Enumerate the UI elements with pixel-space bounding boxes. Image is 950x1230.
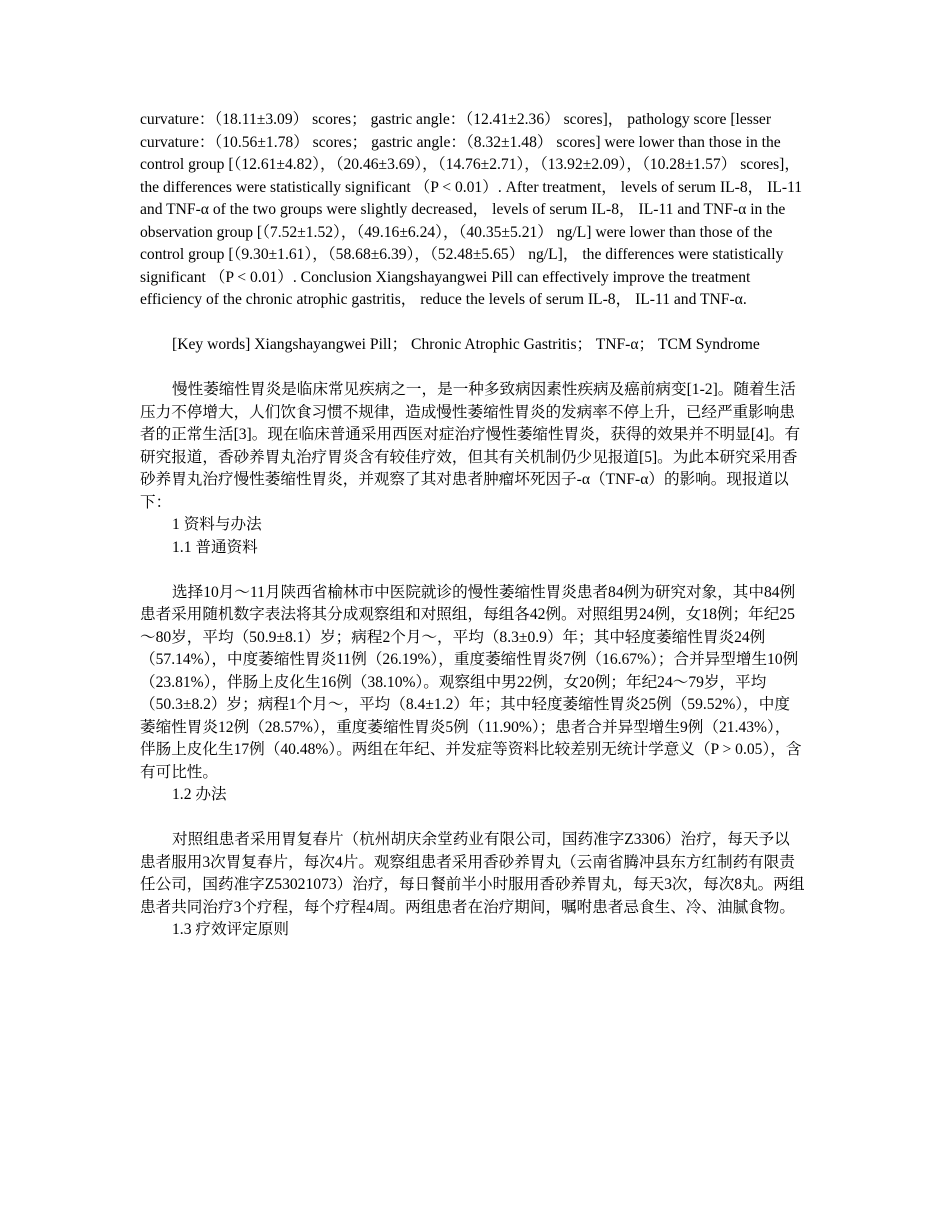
section-heading-1: 1 资料与办法 [172,516,262,533]
keywords-line: [Key words] Xiangshayangwei Pill； Chronic Atrophic Gastritis； TNF-α； TCM Syndrome [172,336,760,353]
section-heading-1-2: 1.2 办法 [172,786,227,803]
general-data-paragraph: 选择10月～11月陕西省榆林市中医院就诊的慢性萎缩性胃炎患者84例为研究对象，其中84例患者采用随机数字表法将其分成观察组和对照组，每组各42例。对照组男24例，女18例；年纪25～80岁，平均（50.9±8.1）岁；病程2个月～，平均（8.3±0.9）年；其中轻度萎缩性胃炎24例（57.14%），中度萎缩性胃炎11例（26.19%），重度萎缩性胃炎7例（16.67%）；合并异型增生10例（23.81%），伴肠上皮化生16例（38.10%）。观察组中男22例，女20例；年纪24～79岁，平均（50.3±8.2）岁；病程1个月～，平均（8.4±1.2）年；其中轻度萎缩性胃炎25例（59.52%），中度萎缩性胃炎12例（28.57%），重度萎缩性胃炎5例（11.90%）；患者合并异型增生9例（21.43%），伴肠上皮化生17例（40.48%）。两组在年纪、并发症等资料比较差别无统计学意义（P > 0.05），含有可比性。 [140,583,802,781]
document-body [140,109,805,942]
section-heading-1-3: 1.3 疗效评定原则 [172,921,289,938]
abstract-continuation: curvature：（18.11±3.09） scores； gastric angle：（12.41±2.36） scores]， pathology score [lesser curvature：（10.56±1.78） scores； gastric angle：（8.32±1.48） scores] were lower than those in the control group [（12.61±4.82），（20.46±3.69），（14.76±2.71），（13.92±2.09），（10.28±1.57） scores]， the differences were statistically significant （P < 0.01）. After treatment， levels of serum IL-8， IL-11 and TNF-α of the two groups were slightly decreased， levels of serum IL-8， IL-11 and TNF-α in the observation group [（7.52±1.52），（49.16±6.24），（40.35±5.21） ng/L] were lower than those of the control group [（9.30±1.61），（58.68±6.39），（52.48±5.65） ng/L]， the differences were statistically significant （P < 0.01）. Conclusion Xiangshayangwei Pill can effectively improve the treatment efficiency of the chronic atrophic gastritis， reduce the levels of serum IL-8， IL-11 and TNF-α. [140,111,803,308]
intro-paragraph: 慢性萎缩性胃炎是临床常见疾病之一，是一种多致病因素性疾病及癌前病变[1-2]。随着生活压力不停增大，人们饮食习惯不规律，造成慢性萎缩性胃炎的发病率不停上升，已经严重影响患者的正常生活[3]。现在临床普通采用西医对症治疗慢性萎缩性胃炎，获得的效果并不明显[4]。有研究报道，香砂养胃丸治疗胃炎含有较佳疗效，但其有关机制仍少见报道[5]。为此本研究采用香砂养胃丸治疗慢性萎缩性胃炎，并观察了其对患者肿瘤坏死因子-α（TNF-α）的影响。现报道以下： [140,381,801,511]
method-paragraph: 对照组患者采用胃复春片（杭州胡庆余堂药业有限公司，国药准字Z3306）治疗，每天予以患者服用3次胃复春片，每次4片。观察组患者采用香砂养胃丸（云南省腾冲县东方红制药有限责任公司，国药准字Z53021073）治疗，每日餐前半小时服用香砂养胃丸，每天3次，每次8丸。两组患者共同治疗3个疗程，每个疗程4周。两组患者在治疗期间，嘱咐患者忌食生、冷、油腻食物。 [140,831,805,916]
section-heading-1-1: 1.1 普通资料 [172,538,258,556]
